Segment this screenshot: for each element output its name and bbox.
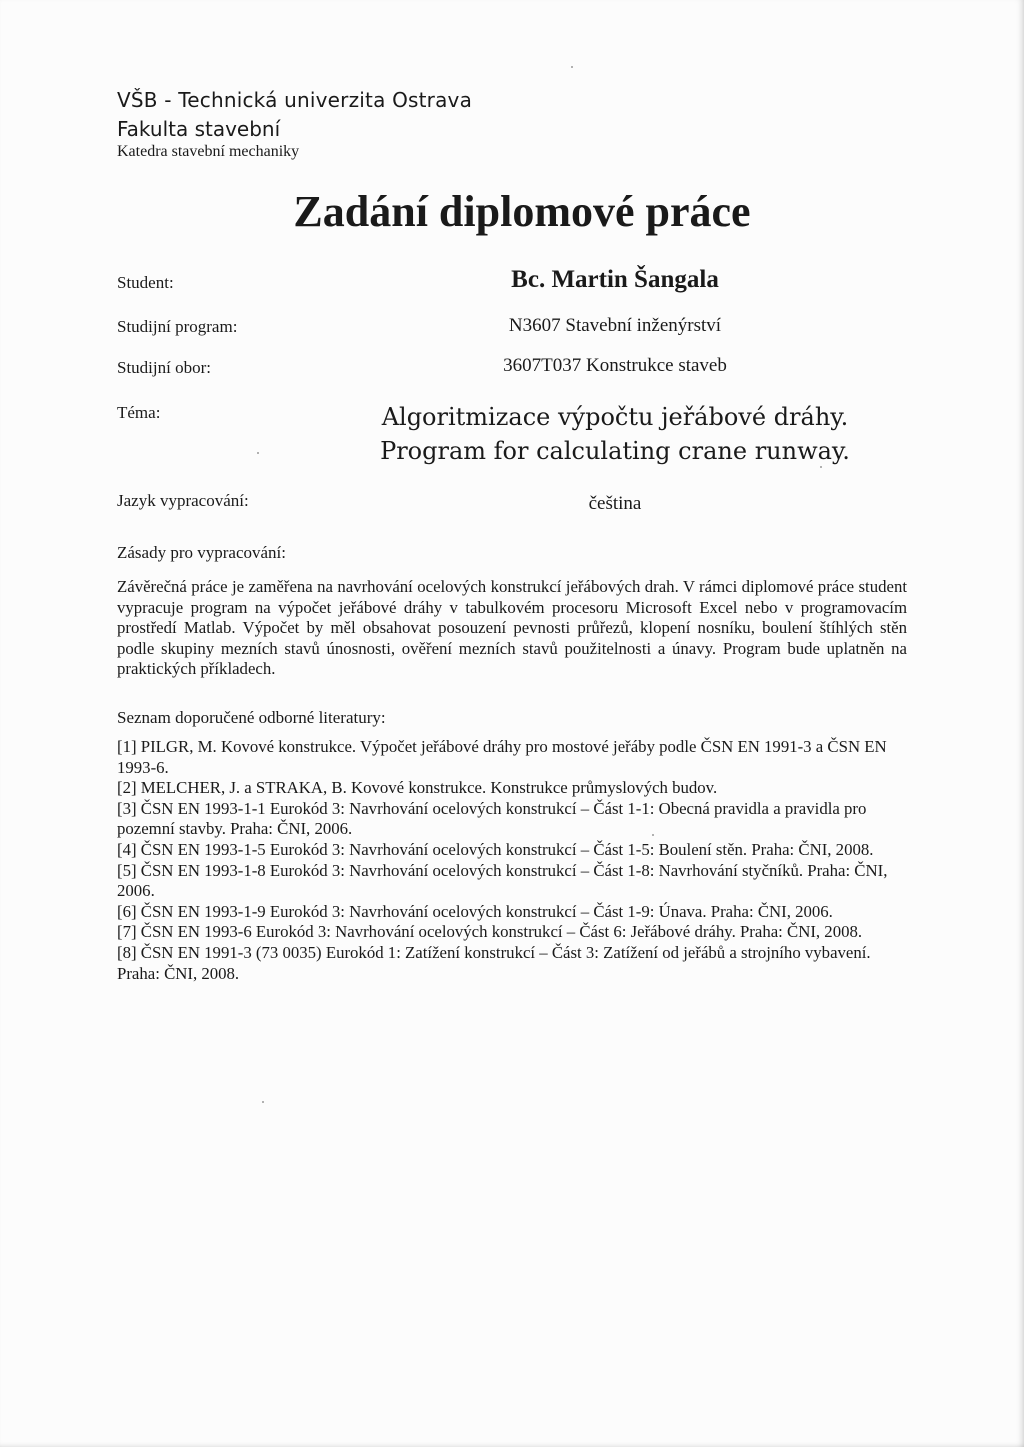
- scan-speck: [652, 834, 654, 836]
- student-label: Student:: [117, 273, 174, 292]
- faculty-name: Fakulta stavební: [117, 117, 281, 141]
- program-value: N3607 Stavební inženýrství: [508, 315, 722, 336]
- obor-label: Studijní obor:: [117, 358, 211, 377]
- scan-speck: [262, 1101, 264, 1103]
- scan-speck: [257, 452, 259, 454]
- jazyk-label: Jazyk vypracování:: [117, 491, 249, 510]
- jazyk-value: čeština: [588, 493, 642, 514]
- university-name: VŠB - Technická univerzita Ostrava: [117, 88, 473, 112]
- document-title: Zadání diplomové práce: [293, 187, 751, 236]
- literature-item: [2] MELCHER, J. a STRAKA, B. Kovové konstrukce. Konstrukce průmyslových budov.: [117, 778, 718, 798]
- scan-speck: [571, 66, 573, 68]
- literature-item: [4] ČSN EN 1993-1-5 Eurokód 3: Navrhování ocelových konstrukcí – Část 1-5: Boulení stěn. Praha: ČNI, 2008.: [117, 839, 874, 859]
- literature-item: [6] ČSN EN 1993-1-9 Eurokód 3: Navrhování ocelových konstrukcí – Část 1-9: Únava. Praha: ČNI, 2006.: [117, 901, 833, 921]
- literature-item: [3] ČSN EN 1993-1-1 Eurokód 3: Navrhování ocelových konstrukcí – Část 1-1: Obecná pravidla a pravidla pro pozemní stavby. Praha: ČNI, 2006.: [117, 798, 867, 839]
- literature-list: [117, 737, 907, 984]
- zasady-text: Závěrečná práce je zaměřena na navrhování ocelových konstrukcí jeřábových drah. V rámci diplomové práce student vypracuje program na výpočet jeřábové dráhy v tabulkovém procesoru Microsoft Excel nebo v programovacím prostředí Matlab. Výpočet by měl obsahovat posouzení pevnosti průřezů, klopení nosníku, boulení štíhlých stěn podle skupiny mezních stavů únosnosti, ověření mezních stavů použitelnosti a únavy. Program bude uplatněn na praktických příkladech.: [117, 577, 907, 679]
- literature-item: [7] ČSN EN 1993-6 Eurokód 3: Navrhování ocelových konstrukcí – Část 6: Jeřábové dráhy. Praha: ČNI, 2008.: [117, 922, 863, 942]
- scan-speck: [820, 466, 822, 468]
- tema-label: Téma:: [117, 403, 161, 422]
- zasady-heading: Zásady pro vypracování:: [117, 543, 286, 562]
- literature-item: [1] PILGR, M. Kovové konstrukce. Výpočet jeřábové dráhy pro mostové jeřáby podle ČSN EN 1991-3 a ČSN EN 1993-6.: [117, 737, 887, 777]
- literature-heading: Seznam doporučené odborné literatury:: [117, 708, 386, 727]
- literature-item: [5] ČSN EN 1993-1-8 Eurokód 3: Navrhování ocelových konstrukcí – Část 1-8: Navrhování styčníků. Praha: ČNI, 2006.: [117, 860, 888, 901]
- student-value: Bc. Martin Šangala: [511, 266, 719, 293]
- program-label: Studijní program:: [117, 317, 238, 336]
- tema-value-cs: Algoritmizace výpočtu jeřábové dráhy.: [381, 403, 849, 431]
- department-name: Katedra stavební mechaniky: [117, 143, 300, 160]
- literature-item: [8] ČSN EN 1991-3 (73 0035) Eurokód 1: Zatížení konstrukcí – Část 3: Zatížení od jeřábů a strojního vybavení. Praha: ČNI, 2008.: [117, 942, 871, 983]
- tema-value-en: Program for calculating crane runway.: [380, 437, 850, 465]
- obor-value: 3607T037 Konstrukce staveb: [503, 355, 727, 376]
